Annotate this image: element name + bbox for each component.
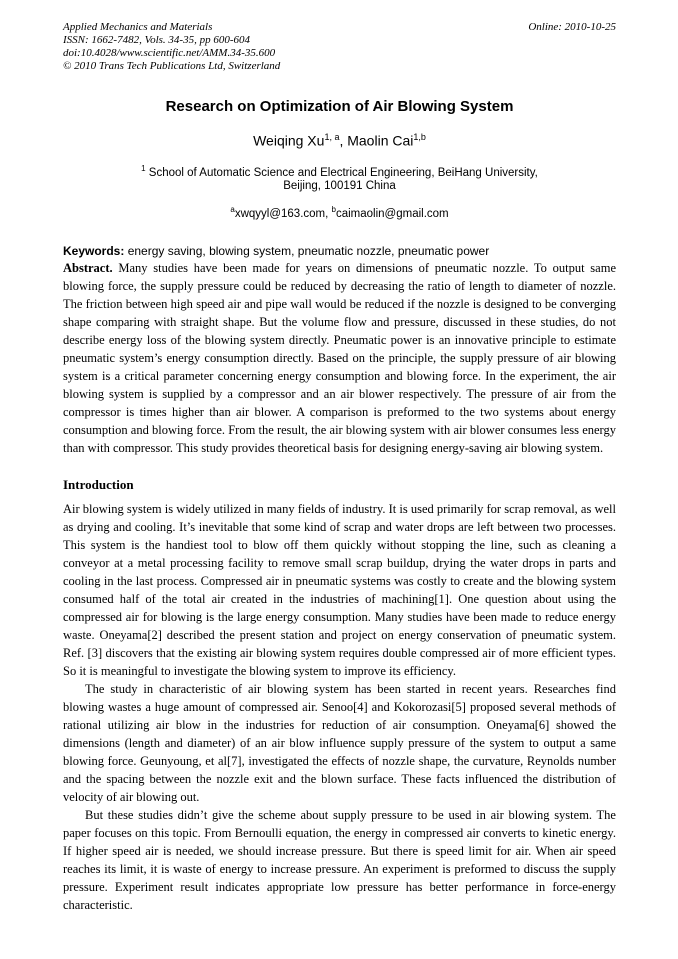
email-separator: , <box>325 208 332 221</box>
author-superscript-2: 1,b <box>413 132 426 142</box>
abstract-paragraph <box>63 259 616 457</box>
authors-line <box>63 129 616 150</box>
paper-title: Research on Optimization of Air Blowing System <box>165 98 514 115</box>
affiliation-line-2: Beijing, 100191 China <box>283 180 396 193</box>
abstract-text: Many studies have been made for years on dimensions of pneumatic nozzle. To output same blowing force, the supply pressure could be reduced by decreasing the ratio of length to diameter of nozzle. The friction between high speed air and pipe wall would be reduced if the nozzle is designed to be converging shape comparing with straight shape. But the volume flow and pressure, discussed in these studies, do not describe energy loss of the blowing system directly. Pneumatic power is an innovative principle to estimate pneumatic system’s energy consumption directly. Based on the principle, the supply pressure of air blowing system is a critical parameter concerning energy consumption and blowing force. In the experiment, the air blowing system is supplied by a compressor and an air blower respectively. The pressure of air from the compressor is times higher than air blower. A comparison is preformed to the two systems about energy consumption and blowing force. From the result, the air blowing system with air blower consumes less energy than with compressor. This study provides theoretical basis for designing energy-saving air blowing system. <box>63 261 616 456</box>
email-address-b: caimaolin@gmail.com <box>335 208 449 221</box>
journal-header <box>63 21 616 73</box>
online-date: Online: 2010-10-25 <box>528 21 616 33</box>
introduction-paragraph-2: The study in characteristic of air blowing system has been started in recent years. Researches find blowing wastes a huge amount of compressed air. Senoo[4] and Kokorozasi[5] proposed several methods of rational utilizing air blow in the industries for reduction of air consumption. Oneyama[6] showed the dimensions (length and diameter) of an air blow influence supply pressure of the system to output a same blowing force. Geunyoung, et al[7], investigated the effects of nozzle shape, the curvature, Reynolds number and the spacing between the nozzle exit and the blown surface. These facts influenced the distribution of velocity of air blowing out. <box>63 682 616 805</box>
issn-line: ISSN: 1662-7482, Vols. 34-35, pp 600-604 <box>63 34 250 46</box>
author-name-1: Weiqing Xu <box>253 132 325 149</box>
keywords-line <box>63 244 616 259</box>
author-separator: , <box>339 132 348 149</box>
emails-line <box>63 203 616 221</box>
journal-header-left <box>63 21 280 73</box>
affiliation-line-1 <box>63 162 616 180</box>
keywords-text: energy saving, blowing system, pneumatic nozzle, pneumatic power <box>124 244 490 259</box>
journal-name: Applied Mechanics and Materials <box>63 21 213 33</box>
introduction-paragraph-3: But these studies didn’t give the scheme about supply pressure to be used in air blowing system. The paper focuses on this topic. From Bernoulli equation, the energy in compressed air converts to kinetic energy. If higher speed air is needed, we should increase pressure. But there is speed limit for air. When air speed reaches its limit, it is waste of energy to increase pressure. An experiment is preformed to discuss the supply pressure. Experiment result indicates appropriate low pressure has better performance in force-energy characteristic. <box>63 808 616 913</box>
introduction-paragraph-1: Air blowing system is widely utilized in many fields of industry. It is used primarily for scrap removal, as well as drying and cooling. It’s inevitable that some kind of scrap and water drops are left between two processes. This system is the handiest tool to blow off them quickly without stopping the line, such as cleaning a conveyor at a metal processing facility to remove small scrap buildup, drying the water drops in parts and cooling in the last process. Compressed air in pneumatic systems was costly to create and the blowing system consumed half of the total air created in the industries of machining[1]. One question about using the compressed air for blowing is the large energy consumption. Many studies have been made to reduce energy waste. Oneyama[2] described the present station and project on energy conservation of pneumatic system. Ref. [3] discovers that the existing air blowing system requires double compressed air of more efficient types. So it is meaningful to investigate the blowing system to improve its efficiency. <box>63 502 616 679</box>
affiliation-text: School of Automatic Science and Electrical Engineering, BeiHang University, <box>145 166 538 179</box>
author-superscript-1: 1, a <box>324 132 340 142</box>
doi-line: doi:10.4028/www.scientific.net/AMM.34-35.600 <box>63 47 276 59</box>
affiliation-superscript: 1 <box>141 163 146 173</box>
keywords-label: Keywords: <box>63 244 125 259</box>
email-superscript-b: b <box>331 205 336 215</box>
author-name-2: Maolin Cai <box>347 132 414 149</box>
copyright-line: © 2010 Trans Tech Publications Ltd, Switzerland <box>63 60 281 72</box>
email-superscript-a: a <box>230 205 235 215</box>
abstract-label: Abstract. <box>63 261 113 276</box>
email-address-a: xwqyyl@163.com <box>234 208 326 221</box>
affiliation-block <box>63 162 616 194</box>
section-heading-introduction: Introduction <box>63 477 134 493</box>
